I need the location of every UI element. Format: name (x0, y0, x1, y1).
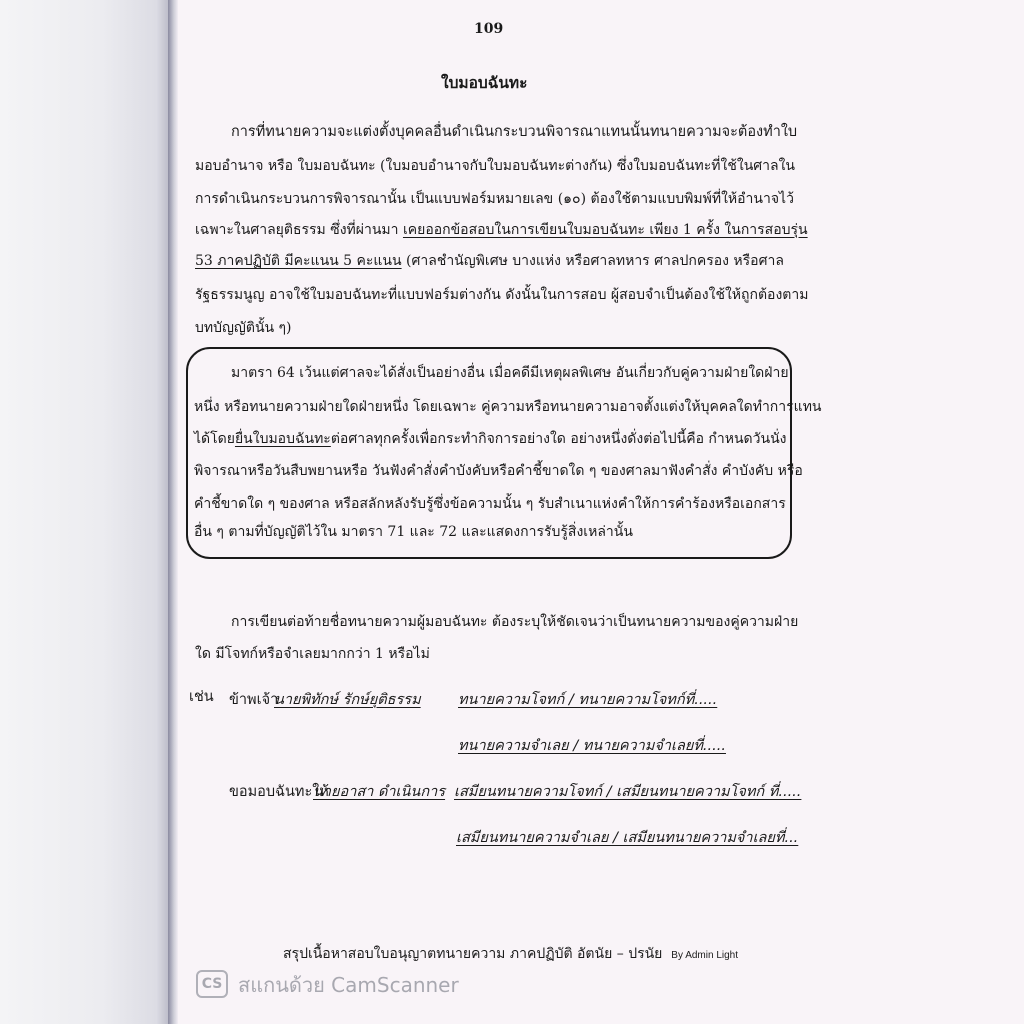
page-footer (283, 944, 738, 966)
page-left-margin (0, 0, 170, 1024)
delegate-role-plaintiff: เสมียนทนายความโจทก์ / เสมียนทนายความโจทก์ ที่..... (454, 784, 802, 800)
submit-proxy-underlined: ยื่นใบมอบฉันทะ (234, 431, 331, 447)
section-64-line-3 (194, 429, 787, 449)
exam-history-underlined: เคยออกข้อสอบในการเขียนใบมอบฉันทะ เพียง 1 ครั้ง ในการสอบรุ่น (402, 222, 808, 238)
camscanner-watermark: สแกนด้วย CamScanner (238, 973, 459, 997)
writing-note-line-1: การเขียนต่อท้ายชื่อทนายความผู้มอบฉันทะ ต้องระบุให้ชัดเจนว่าเป็นทนายความของคู่ความฝ่าย (231, 614, 799, 630)
section-64-line-5: คำชี้ขาดใด ๆ ของศาล หรือสลักหลังรับรู้ซึ่งข้อความนั้น ๆ รับสำเนาแห่งคำให้การคำร้องหรือเอกสาร (194, 496, 786, 512)
delegate-prefix: ขอมอบฉันทะให้ (229, 784, 329, 800)
page-number: 109 (474, 21, 504, 37)
principal-role-defendant: ทนายความจำเลย / ทนายความจำเลยที่..... (458, 738, 726, 754)
delegate-name: นายอาสา ดำเนินการ (313, 784, 446, 800)
exam-score-underlined: 53 ภาคปฏิบัติ มีคะแนน 5 คะแนน (195, 253, 402, 269)
intro-line-4-text: เฉพาะในศาลยุติธรรม ซึ่งที่ผ่านมา (195, 222, 403, 238)
principal-role-plaintiff: ทนายความโจทก์ / ทนายความโจทก์ที่..... (458, 692, 718, 708)
camscanner-logo-icon: CS (196, 970, 228, 998)
intro-line-5 (195, 251, 784, 271)
intro-line-4 (195, 220, 808, 240)
writing-note-line-2: ใด มีโจทก์หรือจำเลยมากกว่า 1 หรือไม่ (195, 646, 430, 662)
section-64-line-1: มาตรา 64 เว้นแต่ศาลจะได้สั่งเป็นอย่างอื่น เมื่อคดีมีเหตุผลพิเศษ อันเกี่ยวกับคู่ความฝ่ายใดฝ่าย (231, 365, 789, 381)
section-64-line-3-text: ได้โดย (194, 431, 235, 447)
section-64-line-3-tail: ต่อศาลทุกครั้งเพื่อกระทำกิจการอย่างใด อย่างหนึ่งดั่งต่อไปนี้คือ กำหนดวันนั่ง (330, 431, 787, 447)
principal-prefix: ข้าพเจ้า (229, 692, 279, 708)
intro-line-3: การดำเนินกระบวนการพิจารณานั้น เป็นแบบฟอร์มหมายเลข (๑๐) ต้องใช้ตามแบบพิมพ์ที่ให้อำนาจไว้ (195, 191, 794, 207)
intro-line-6: รัฐธรรมนูญ อาจใช้ใบมอบฉันทะที่แบบฟอร์มต่างกัน ดังนั้นในการสอบ ผู้สอบจำเป็นต้องใช้ให้ถูกต้องตาม (195, 287, 809, 303)
intro-line-7: บทบัญญัตินั้น ๆ) (195, 320, 292, 336)
section-64-line-2: หนึ่ง หรือทนายความฝ่ายใดฝ่ายหนึ่ง โดยเฉพาะ คู่ความหรือทนายความอาจตั้งแต่งให้บุคคลใดทำการแทน (194, 399, 822, 415)
example-label: เช่น (189, 689, 214, 705)
intro-line-1: การที่ทนายความจะแต่งตั้งบุคคลอื่นดำเนินกระบวนพิจารณาแทนนั้น (231, 124, 650, 140)
page-title: ใบมอบฉันทะ (441, 73, 528, 92)
section-64-line-4: พิจารณาหรือวันสืบพยานหรือ วันฟังคำสั่งคำบังคับหรือคำชี้ขาดใด ๆ ของศาลมาฟังคำสั่ง คำบังคับ หรือ (194, 463, 803, 479)
book-spine-shadow (168, 0, 178, 1024)
delegate-role-defendant: เสมียนทนายความจำเลย / เสมียนทนายความจำเลยที่... (456, 830, 799, 846)
footer-text: สรุปเนื้อหาสอบใบอนุญาตทนายความ ภาคปฏิบัติ อัตนัย – ปรนัย (283, 946, 663, 962)
section-64-line-6: อื่น ๆ ตามที่บัญญัติไว้ใน มาตรา 71 และ 72 และแสดงการรับรู้สิ่งเหล่านั้น (194, 524, 633, 540)
intro-line-1-tail: ทนายความจะต้องทำใบ (650, 124, 798, 140)
intro-line-5-text: (ศาลชำนัญพิเศษ บางแห่ง หรือศาลทหาร ศาลปกครอง หรือศาล (406, 253, 784, 269)
principal-name: นายพิทักษ์ รักษ์ยุติธรรม (274, 692, 421, 708)
footer-author: By Admin Light (671, 950, 739, 961)
intro-line-2: มอบอำนาจ หรือ ใบมอบฉันทะ (ใบมอบอำนาจกับใบมอบฉันทะต่างกัน) ซึ่งใบมอบฉันทะที่ใช้ในศาลใน (195, 158, 796, 174)
